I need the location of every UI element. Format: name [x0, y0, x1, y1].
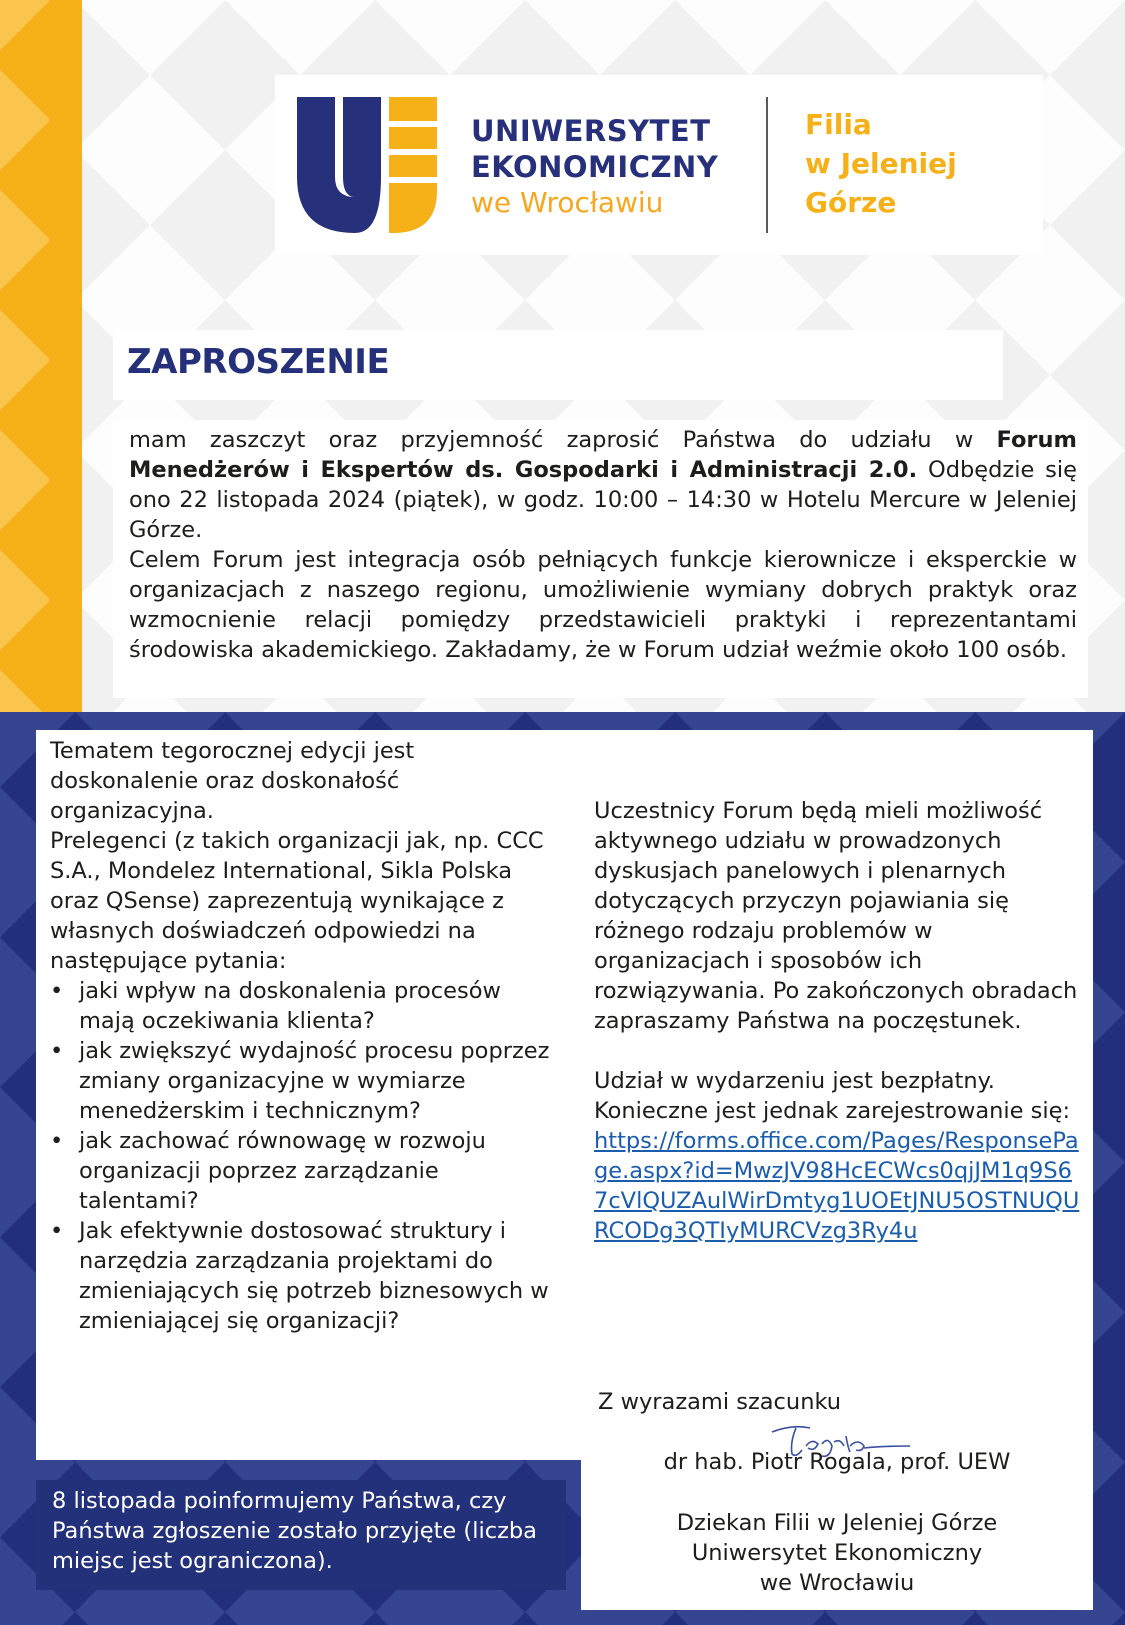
bullet-icon: •: [50, 1218, 64, 1244]
left-gold-stripe: [0, 0, 82, 712]
topic-column: [50, 736, 550, 1336]
signer-title: [592, 1508, 1082, 1598]
signer-name: dr hab. Piotr Rogala, prof. UEW: [663, 1449, 1011, 1475]
closing-regards: Z wyrazami szacunku: [598, 1389, 842, 1415]
speakers-paragraph: Prelegenci (z takich organizacji jak, np. CCC S.A., Mondelez International, Sikla Polska oraz QSense) zaprezentują wynikające z własnych doświadczeń odpowiedzi na następujące pytania:: [50, 828, 544, 974]
list-item: [50, 1036, 550, 1126]
dean-line-2: Uniwersytet Ekonomiczny: [691, 1540, 983, 1566]
university-name: [471, 113, 718, 221]
logo-line-1: UNIWERSYTET: [471, 114, 711, 148]
logo-header: [275, 75, 1043, 255]
question-text: jak zachować równowagę w rozwoju organizacji poprzez zarządzanie talentami?: [79, 1128, 486, 1214]
bullet-icon: •: [50, 1038, 64, 1064]
intro-text: [129, 425, 1077, 665]
registration-link[interactable]: https://forms.office.com/Pages/ResponsePage.aspx?id=MwzJV98HcECWcs0qjJM1q9S67cVlQUZAulWirDmtyg1UOEtJNU5OSTNUQURCODg3QTIyMURCVzg3Ry4u: [594, 1128, 1080, 1244]
question-text: Jak efektywnie dostosować struktury i narzędzia zarządzania projektami do zmieniających się potrzeb biznesowych w zmieniającej się organizacji?: [79, 1218, 549, 1334]
intro-p1-start: mam zaszczyt oraz przyjemność zaprosić Państwa do udziału w: [129, 427, 997, 453]
intro-paragraph-2: Celem Forum jest integracja osób pełniących funkcje kierownicze i eksperckie w organizacjach z naszego regionu, umożliwienie wymiany dobrych praktyk oraz wzmocnienie relacji pomiędzy przedstawicieli praktyki i reprezentantami środowiska akademickiego. Zakładamy, że w Forum udział weźmie około 100 osób.: [129, 547, 1077, 663]
notice-text: 8 listopada poinformujemy Państwa, czy Państwa zgłoszenie zostało przyjęte (liczba miejsc jest ograniczona).: [52, 1488, 537, 1574]
university-logo-icon: [297, 97, 437, 233]
paragraph-spacer: [594, 1036, 1084, 1066]
participation-paragraph: Uczestnicy Forum będą mieli możliwość aktywnego udziału w prowadzonych dyskusjach panelowych i plenarnych dotyczących przyczyn pojawiania się różnego rodzaju problemów w organizacjach i sposobów ich rozwiązywania. Po zakończonych obradach zapraszamy Państwa na poczęstunek.: [594, 798, 1078, 1034]
list-item: [50, 1216, 550, 1336]
bullet-icon: •: [50, 1128, 64, 1154]
branch-line-2: w Jeleniej: [805, 147, 957, 180]
logo-line-3: we Wrocławiu: [471, 186, 664, 219]
bullet-icon: •: [50, 978, 64, 1004]
logo-divider: [766, 97, 768, 233]
notice-panel: [36, 1480, 566, 1590]
list-item: [50, 1126, 550, 1216]
dean-line-3: we Wrocławiu: [759, 1570, 915, 1596]
branch-line-1: Filia: [805, 108, 872, 141]
branch-name: [805, 105, 957, 222]
logo-line-2: EKONOMICZNY: [471, 150, 719, 184]
intro-paragraph-1: [129, 425, 1077, 545]
title-panel: [113, 330, 1003, 400]
registration-paragraph: Udział w wydarzeniu jest bezpłatny. Konieczne jest jednak zarejestrowanie się:: [594, 1068, 1071, 1124]
intro-forum-name: Forum Menedżerów i Ekspertów ds. Gospodarki i Administracji 2.0.: [129, 427, 1077, 483]
questions-list: [50, 976, 550, 1336]
page-title: ZAPROSZENIE: [127, 342, 390, 382]
list-item: [50, 976, 550, 1036]
question-text: jaki wpływ na doskonalenia procesów mają oczekiwania klienta?: [79, 978, 501, 1034]
intro-p1-end: Odbędzie się ono 22 listopada 2024 (piątek), w godz. 10:00 – 14:30 w Hotelu Mercure w Jeleniej Górze.: [129, 457, 1077, 543]
topic-paragraph: Tematem tegorocznej edycji jest doskonalenie oraz doskonałość organizacyjna.: [50, 738, 415, 824]
branch-line-3: Górze: [805, 186, 897, 219]
participation-column: [594, 796, 1084, 1246]
question-text: jak zwiększyć wydajność procesu poprzez zmiany organizacyjne w wymiarze menedżerskim i technicznym?: [79, 1038, 550, 1124]
intro-panel: [113, 420, 1088, 698]
dean-line-1: Dziekan Filii w Jeleniej Górze: [676, 1510, 998, 1536]
